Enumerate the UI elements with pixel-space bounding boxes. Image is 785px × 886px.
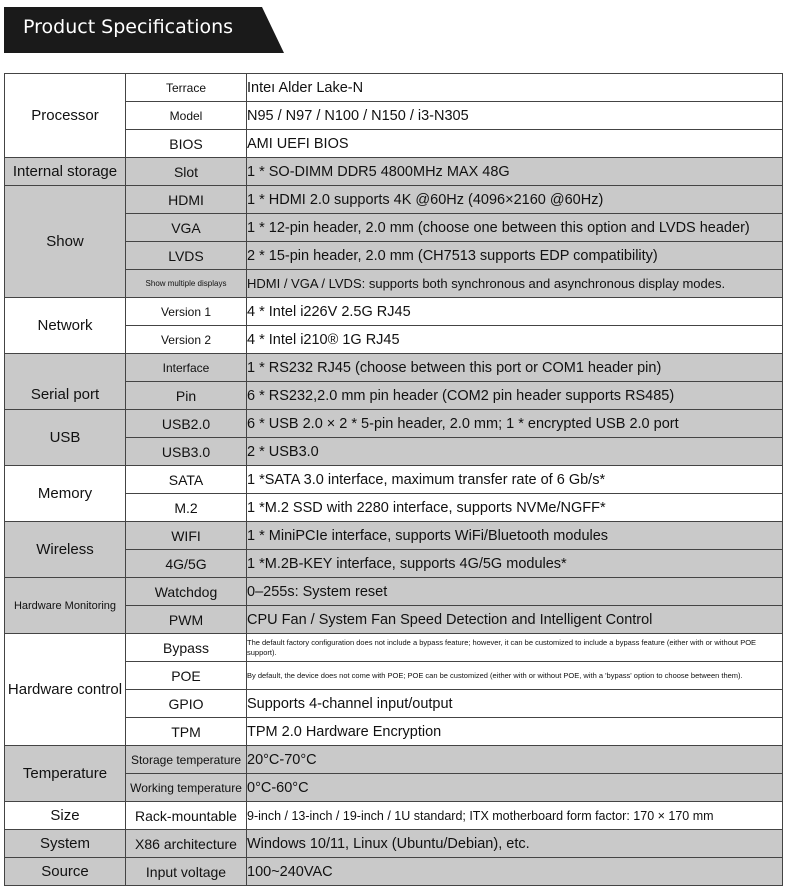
category-memory: Memory: [5, 466, 126, 522]
subcategory-rack-mountable: Rack-mountable: [126, 802, 247, 830]
category-size: Size: [5, 802, 126, 830]
value-pwm: CPU Fan / System Fan Speed Detection and Intelligent Control: [247, 606, 783, 634]
subcategory-multi-display: Show multiple displays: [126, 270, 247, 298]
category-serial-port: Serial port: [5, 354, 126, 410]
value-4g5g: 1 *M.2B-KEY interface, supports 4G/5G modules*: [247, 550, 783, 578]
value-bypass: The default factory configuration does not include a bypass feature; however, it can be customized to include a bypass feature (either with or without POE support).: [247, 634, 783, 662]
category-show: Show: [5, 186, 126, 298]
subcategory-usb2: USB2.0: [126, 410, 247, 438]
subcategory-x86-architecture: X86 architecture: [126, 830, 247, 858]
subcategory-watchdog: Watchdog: [126, 578, 247, 606]
spec-table: [4, 73, 783, 886]
category-wireless: Wireless: [5, 522, 126, 578]
category-system: System: [5, 830, 126, 858]
value-version-2: 4 * Intel i210® 1G RJ45: [247, 326, 783, 354]
subcategory-wifi: WIFI: [126, 522, 247, 550]
value-m2: 1 *M.2 SSD with 2280 interface, supports NVMe/NGFF*: [247, 494, 783, 522]
subcategory-gpio: GPIO: [126, 690, 247, 718]
category-processor: Processor: [5, 74, 126, 158]
subcategory-bypass: Bypass: [126, 634, 247, 662]
table-row: [5, 74, 783, 102]
subcategory-interface: Interface: [126, 354, 247, 382]
subcategory-sata: SATA: [126, 466, 247, 494]
subcategory-hdmi: HDMI: [126, 186, 247, 214]
value-terrace: Inteı Alder Lake-N: [247, 74, 783, 102]
table-row: [5, 858, 783, 886]
category-network: Network: [5, 298, 126, 354]
table-row: [5, 186, 783, 214]
value-model: N95 / N97 / N100 / N150 / i3-N305: [247, 102, 783, 130]
subcategory-version-1: Version 1: [126, 298, 247, 326]
subcategory-lvds: LVDS: [126, 242, 247, 270]
value-multi-display: HDMI / VGA / LVDS: supports both synchronous and asynchronous display modes.: [247, 270, 783, 298]
subcategory-input-voltage: Input voltage: [126, 858, 247, 886]
subcategory-bios: BIOS: [126, 130, 247, 158]
value-storage-temperature: 20°C-70°C: [247, 746, 783, 774]
subcategory-pwm: PWM: [126, 606, 247, 634]
category-hardware-control: Hardware control: [5, 634, 126, 746]
value-lvds: 2 * 15-pin header, 2.0 mm (CH7513 supports EDP compatibility): [247, 242, 783, 270]
value-vga: 1 * 12-pin header, 2.0 mm (choose one between this option and LVDS header): [247, 214, 783, 242]
value-version-1: 4 * Intel i226V 2.5G RJ45: [247, 298, 783, 326]
category-storage: Internal storage: [5, 158, 126, 186]
table-row: [5, 578, 783, 606]
subcategory-tpm: TPM: [126, 718, 247, 746]
value-rack-mountable: 9-inch / 13-inch / 19-inch / 1U standard; ITX motherboard form factor: 170 × 170 mm: [247, 802, 783, 830]
subcategory-slot: Slot: [126, 158, 247, 186]
value-slot: 1 * SO-DIMM DDR5 4800MHz MAX 48G: [247, 158, 783, 186]
subcategory-m2: M.2: [126, 494, 247, 522]
value-hdmi: 1 * HDMI 2.0 supports 4K @60Hz (4096×2160 @60Hz): [247, 186, 783, 214]
value-gpio: Supports 4-channel input/output: [247, 690, 783, 718]
table-row: [5, 158, 783, 186]
table-row: [5, 466, 783, 494]
value-x86-architecture: Windows 10/11, Linux (Ubuntu/Debian), etc.: [247, 830, 783, 858]
category-usb: USB: [5, 410, 126, 466]
value-wifi: 1 * MiniPCIe interface, supports WiFi/Bluetooth modules: [247, 522, 783, 550]
value-interface: 1 * RS232 RJ45 (choose between this port or COM1 header pin): [247, 354, 783, 382]
value-tpm: TPM 2.0 Hardware Encryption: [247, 718, 783, 746]
category-temperature: Temperature: [5, 746, 126, 802]
subcategory-pin: Pin: [126, 382, 247, 410]
table-row: [5, 410, 783, 438]
table-row: [5, 354, 783, 382]
value-bios: AMI UEFI BIOS: [247, 130, 783, 158]
page-title: Product Specifications: [23, 16, 234, 38]
table-row: [5, 802, 783, 830]
table-row: [5, 746, 783, 774]
subcategory-vga: VGA: [126, 214, 247, 242]
subcategory-4g5g: 4G/5G: [126, 550, 247, 578]
value-working-temperature: 0°C-60°C: [247, 774, 783, 802]
subcategory-version-2: Version 2: [126, 326, 247, 354]
subcategory-storage-temperature: Storage temperature: [126, 746, 247, 774]
value-sata: 1 *SATA 3.0 interface, maximum transfer rate of 6 Gb/s*: [247, 466, 783, 494]
subcategory-model: Model: [126, 102, 247, 130]
subcategory-terrace: Terrace: [126, 74, 247, 102]
category-hardware-monitoring: Hardware Monitoring: [5, 578, 126, 634]
value-watchdog: 0–255s: System reset: [247, 578, 783, 606]
table-row: [5, 634, 783, 662]
category-source: Source: [5, 858, 126, 886]
table-row: [5, 298, 783, 326]
title-banner: [4, 7, 284, 53]
subcategory-usb3: USB3.0: [126, 438, 247, 466]
value-poe: By default, the device does not come with POE; POE can be customized (either with or without POE, with a 'bypass' option to choose between them).: [247, 662, 783, 690]
table-row: [5, 522, 783, 550]
value-usb3: 2 * USB3.0: [247, 438, 783, 466]
value-usb2: 6 * USB 2.0 × 2 * 5-pin header, 2.0 mm; 1 * encrypted USB 2.0 port: [247, 410, 783, 438]
subcategory-working-temperature: Working temperature: [126, 774, 247, 802]
value-pin: 6 * RS232,2.0 mm pin header (COM2 pin header supports RS485): [247, 382, 783, 410]
table-row: [5, 830, 783, 858]
subcategory-poe: POE: [126, 662, 247, 690]
value-input-voltage: 100~240VAC: [247, 858, 783, 886]
